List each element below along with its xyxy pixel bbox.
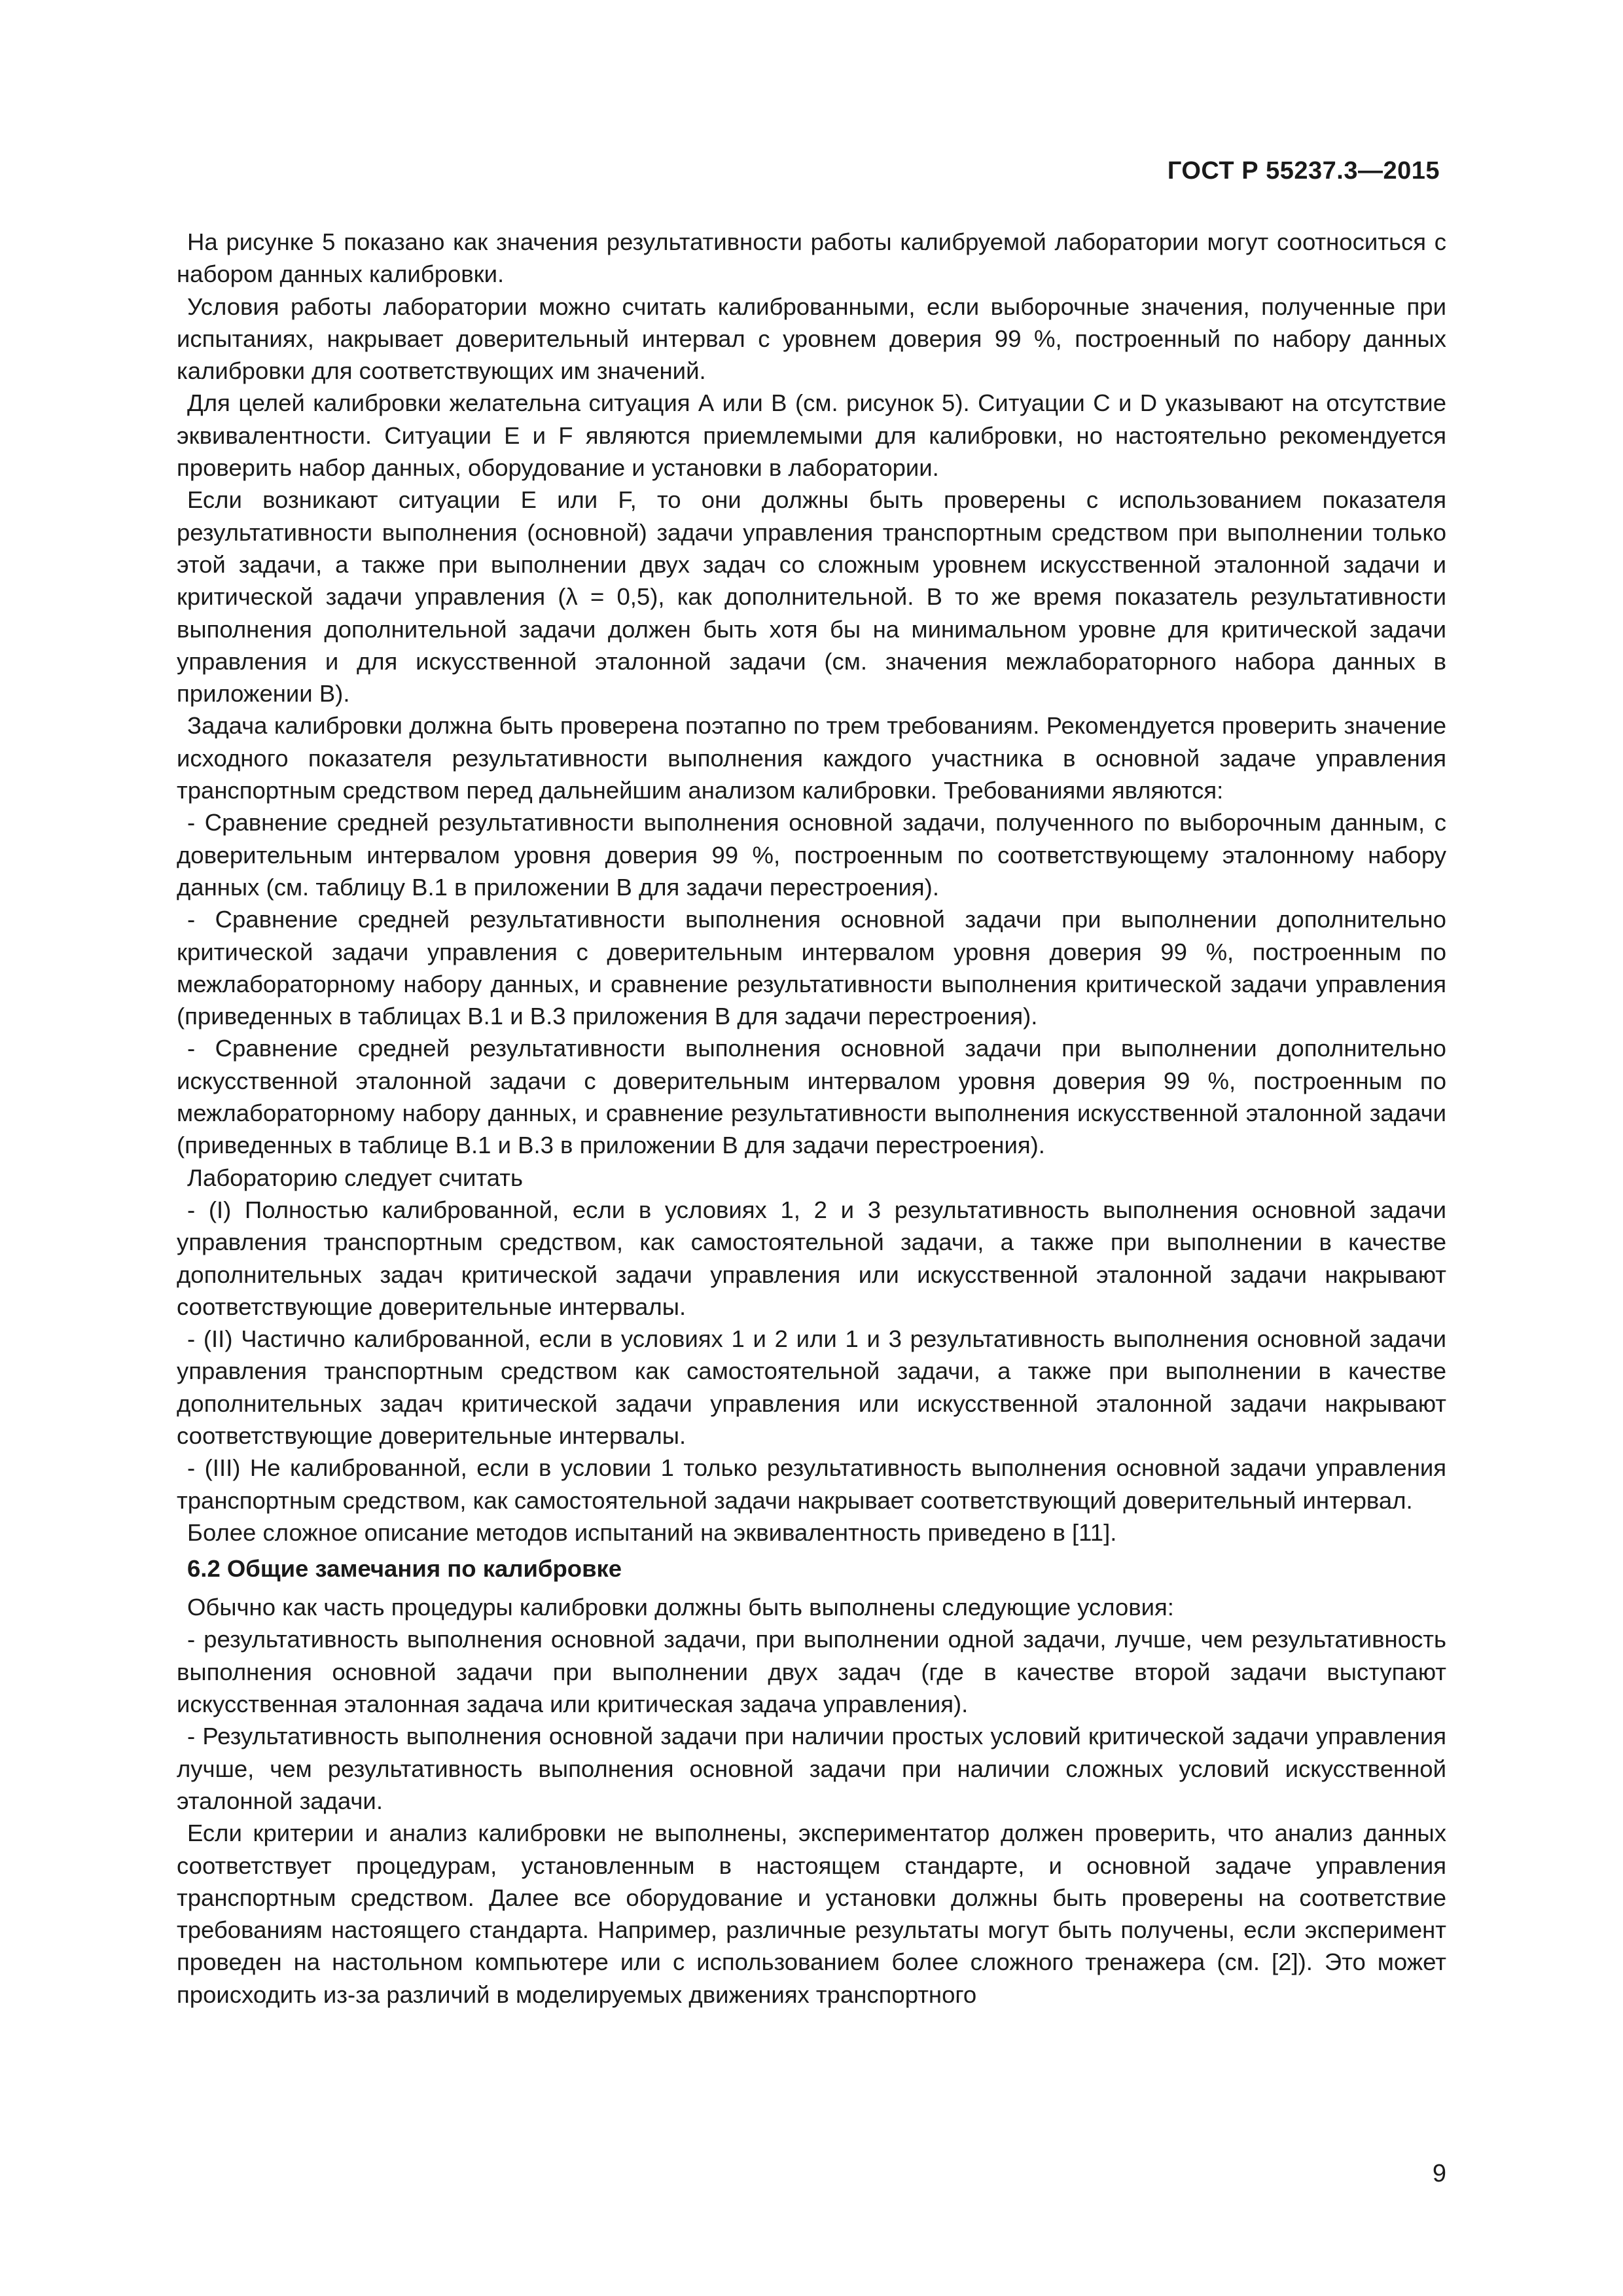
condition-item: - Результативность выполнения основной задачи при наличии простых условий критической задачи управления лучше, чем результативность выполнения основной задачи при наличии сложных условий искусственной эталонной задачи. xyxy=(177,1723,1446,1814)
paragraph: Задача калибровки должна быть проверена поэтапно по трем требованиям. Рекомендуется проверить значение исходного показателя результативности выполнения каждого участника в основной задаче управления транспортным средством перед дальнейшим анализом калибровки. Требованиями являются: xyxy=(177,712,1446,804)
paragraph: Лабораторию следует считать xyxy=(187,1164,523,1191)
calibration-level-item: - (I) Полностью калиброванной, если в условиях 1, 2 и 3 результативность выполнения основной задачи управления транспортным средством, как самостоятельной задачи, а также при выполнении в качестве дополнительных задач критической задачи управления или искусственной эталонной задачи накрывают соответствующие доверительные интервалы. xyxy=(177,1196,1446,1320)
calibration-level-item: - (III) Не калиброванной, если в условии 1 только результативность выполнения основной задачи управления транспортным средством, как самостоятельной задачи накрывает соответствующий доверительный интервал. xyxy=(177,1454,1446,1514)
paragraph: На рисунке 5 показано как значения результативности работы калибруемой лаборатории могут соотноситься с набором данных калибровки. xyxy=(177,228,1446,288)
section-heading: 6.2 Общие замечания по калибровке xyxy=(187,1555,622,1583)
page-number: 9 xyxy=(1432,2160,1446,2187)
body-text xyxy=(177,226,1446,2011)
paragraph: Если критерии и анализ калибровки не выполнены, экспериментатор должен проверить, что анализ данных соответствует процедурам, установленным в настоящем стандарте, и основной задаче управления транспортным средством. Далее все оборудование и установки должны быть проверены на соответствие требованиям настоящего стандарта. Например, различные результаты могут быть получены, если эксперимент проведен на настольном компьютере или с использованием более сложного тренажера (см. [2]). Это может происходить из-за различий в моделируемых движениях транспортного xyxy=(177,1820,1446,2008)
condition-item: - результативность выполнения основной задачи, при выполнении одной задачи, лучше, чем результативность выполнения основной задачи при выполнении двух задач (где в качестве второй задачи выступают искусственная эталонная задача или критическая задача управления). xyxy=(177,1626,1446,1718)
requirement-item: - Сравнение средней результативности выполнения основной задачи, полученного по выборочным данным, с доверительным интервалом уровня доверия 99 %, построенным по соответствующему эталонному набору данных (см. таблицу В.1 в приложении В для задачи перестроения). xyxy=(177,809,1446,901)
paragraph: Более сложное описание методов испытаний на эквивалентность приведено в [11]. xyxy=(187,1518,1117,1546)
calibration-level-item: - (II) Частично калиброванной, если в условиях 1 и 2 или 1 и 3 результативность выполнения основной задачи управления транспортным средством как самостоятельной задачи, а также при выполнении в качестве дополнительных задач критической задачи управления или искусственной эталонной задачи накрывают соответствующие доверительные интервалы. xyxy=(177,1325,1446,1449)
paragraph: Условия работы лаборатории можно считать калиброванными, если выборочные значения, полученные при испытаниях, накрывает доверительный интервал с уровнем доверия 99 %, построенный по набору данных калибровки для соответствующих им значений. xyxy=(177,293,1446,385)
paragraph: Обычно как часть процедуры калибровки должны быть выполнены следующие условия: xyxy=(187,1594,1174,1621)
paragraph: Для целей калибровки желательна ситуация А или В (см. рисунок 5). Ситуации С и D указывают на отсутствие эквивалентности. Ситуации Е и F являются приемлемыми для калибровки, но настоятельно рекомендуется проверить набор данных, оборудование и установки в лаборатории. xyxy=(177,389,1446,482)
requirement-item: - Сравнение средней результативности выполнения основной задачи при выполнении дополнительно критической задачи управления с доверительным интервалом уровня доверия 99 %, построенным по межлабораторному набору данных, и сравнение результативности выполнения критической задачи управления (приведенных в таблицах В.1 и В.3 приложения В для задачи перестроения). xyxy=(177,906,1446,1030)
document-header: ГОСТ Р 55237.3—2015 xyxy=(1167,157,1440,185)
requirement-item: - Сравнение средней результативности выполнения основной задачи при выполнении дополнительно искусственной эталонной задачи с доверительным интервалом уровня доверия 99 %, построенным по межлабораторному набору данных, и сравнение результативности выполнения искусственной эталонной задачи (приведенных в таблице В.1 и В.3 в приложении В для задачи перестроения). xyxy=(177,1035,1446,1159)
paragraph: Если возникают ситуации Е или F, то они должны быть проверены с использованием показателя результативности выполнения (основной) задачи управления транспортным средством при выполнении только этой задачи, а также при выполнении двух задач со сложным уровнем искусственной эталонной задачи и критической задачи управления (λ = 0,5), как дополнительной. В то же время показатель результативности выполнения дополнительной задачи должен быть хотя бы на минимальном уровне для критической задачи управления и для искусственной эталонной задачи (см. значения межлабораторного набора данных в приложении В). xyxy=(177,486,1446,708)
